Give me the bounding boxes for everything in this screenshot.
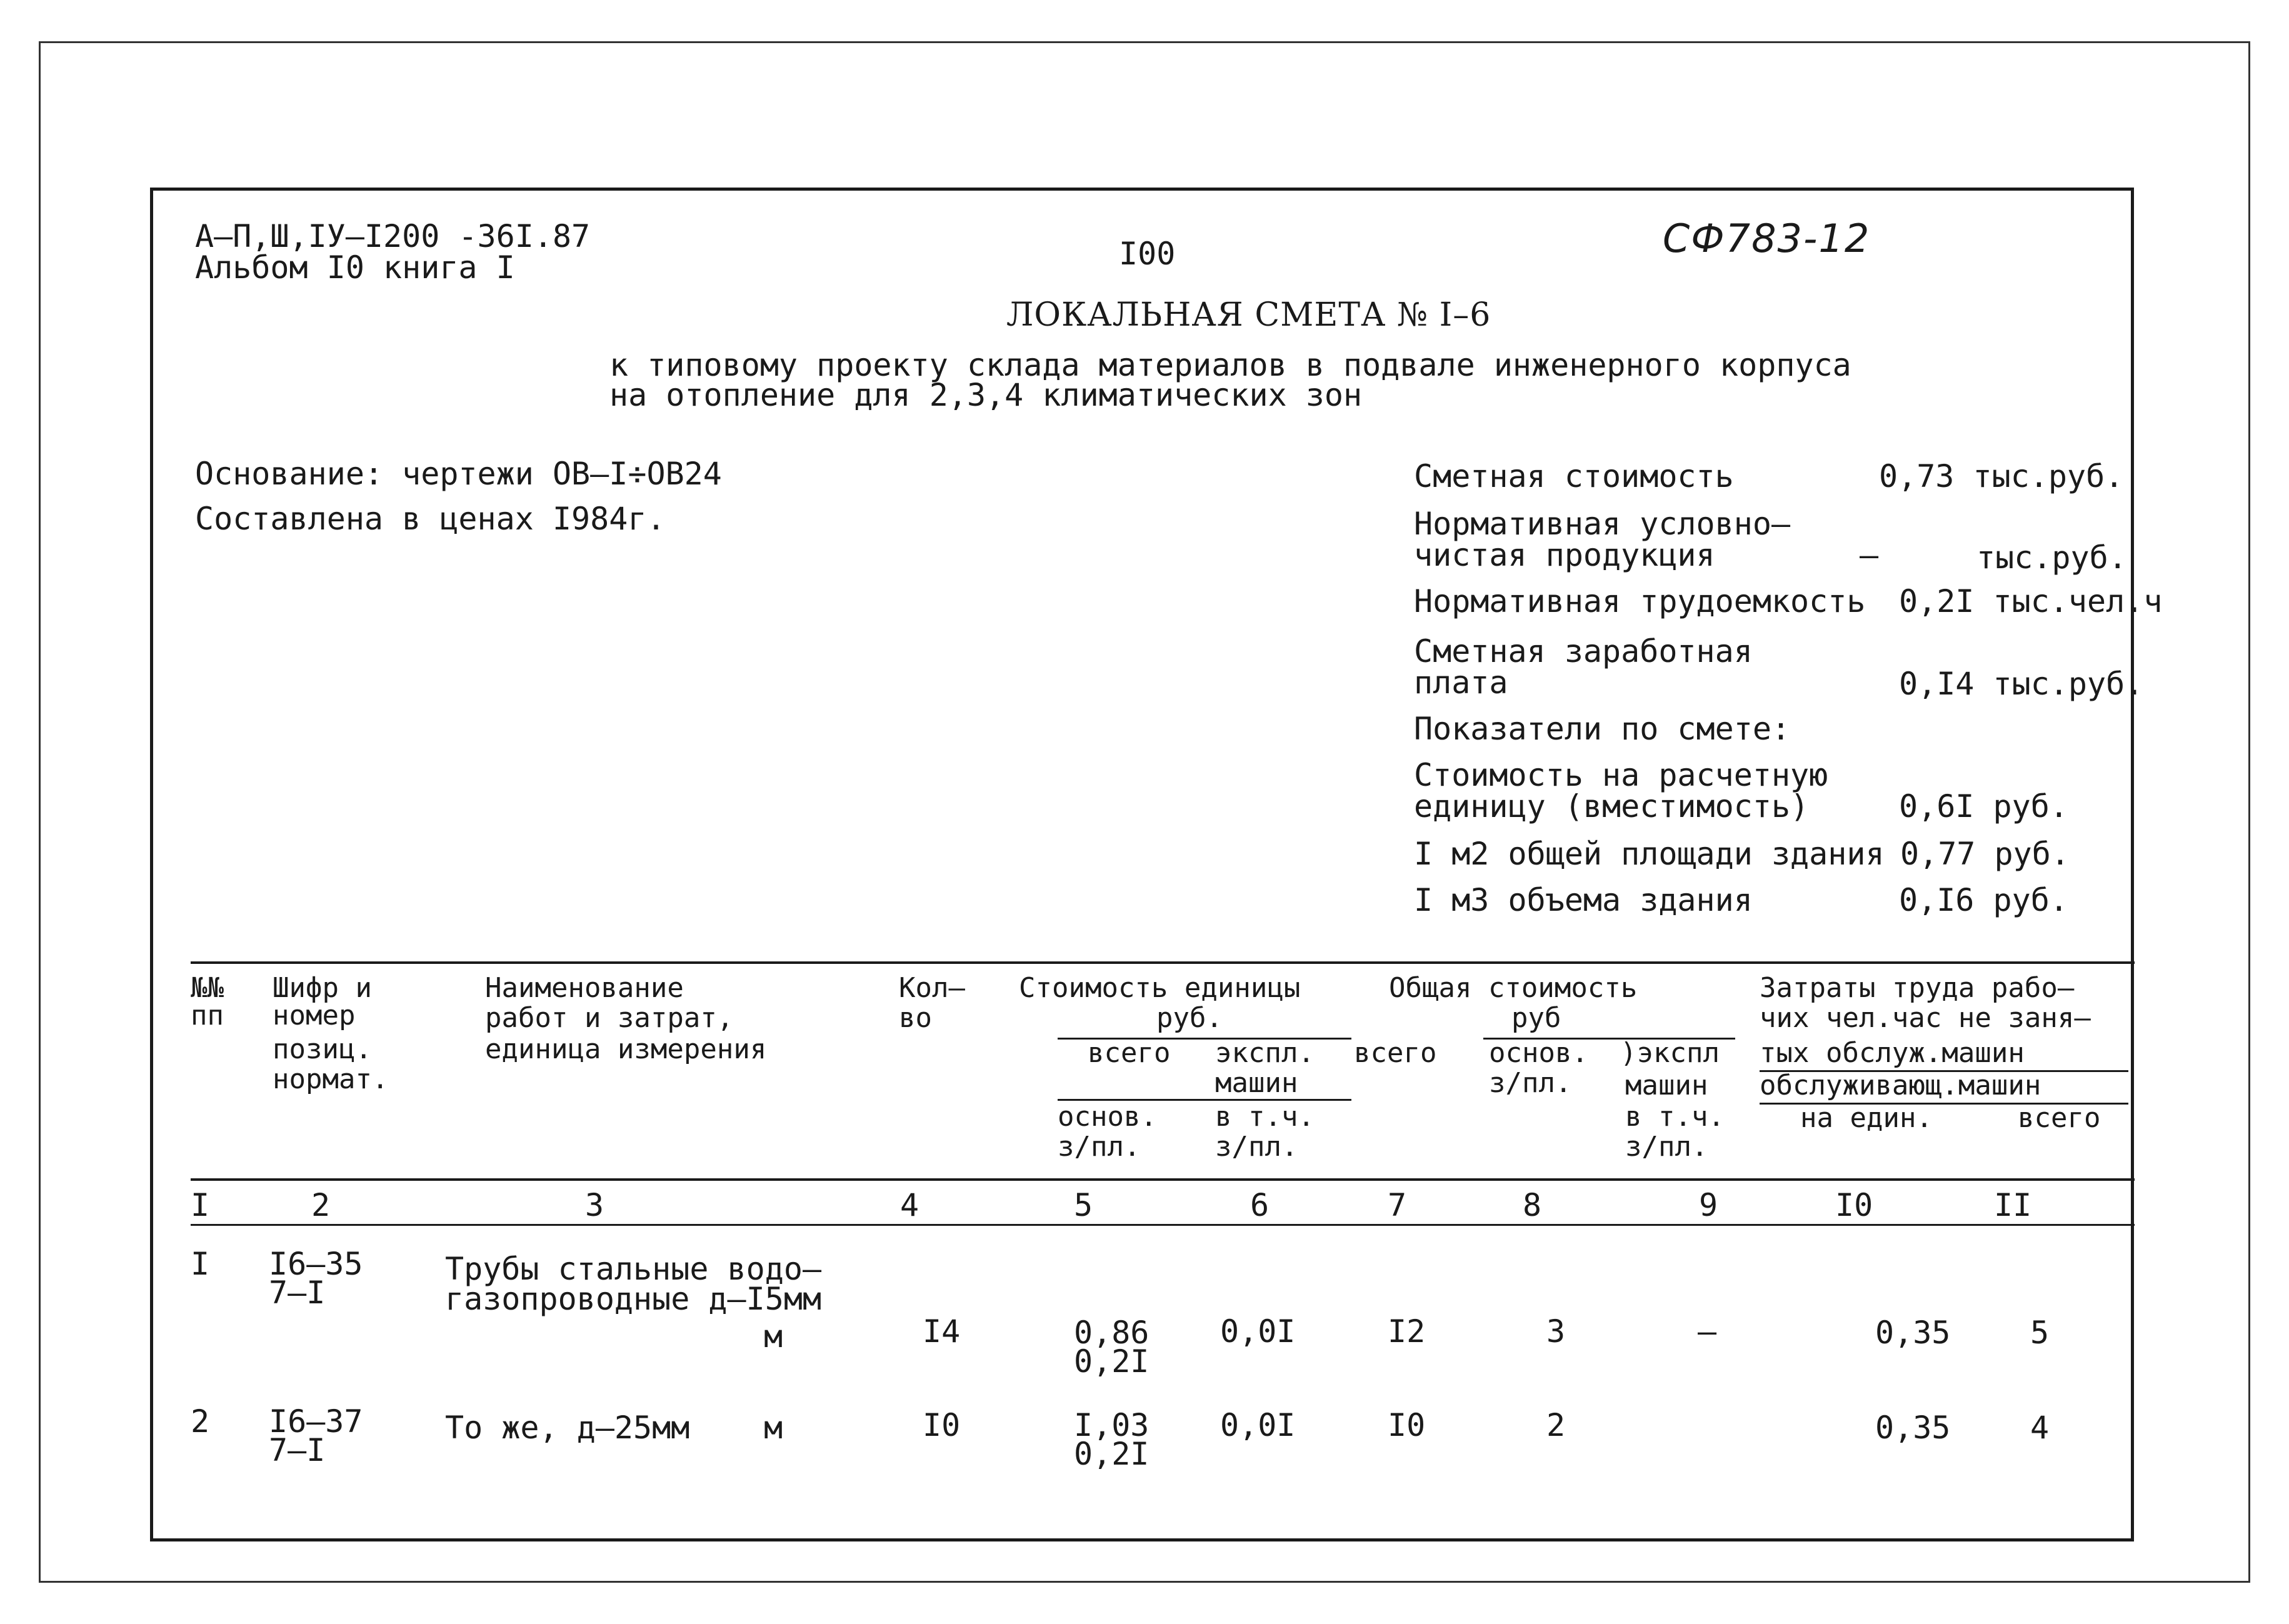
row1-num: I bbox=[191, 1246, 210, 1282]
row1-qty: I4 bbox=[923, 1313, 961, 1350]
header-num-2: пп bbox=[191, 1000, 224, 1031]
net-product-dash: – bbox=[1860, 537, 1879, 573]
header-num-1: №№ bbox=[191, 972, 224, 1004]
document-title: ЛОКАЛЬНАЯ СМЕТА № I–6 bbox=[1006, 296, 1491, 334]
header-unit-mach-2: машин bbox=[1215, 1067, 1298, 1099]
basis-prices: Составлена в ценах I984г. bbox=[195, 501, 666, 537]
row1-unit-base: 0,2I bbox=[1074, 1343, 1150, 1380]
labor-intensity-label: Нормативная трудоемкость bbox=[1414, 583, 1866, 619]
stamp-number: СФ783-12 bbox=[1663, 216, 1871, 261]
column-number-8: 8 bbox=[1523, 1187, 1542, 1223]
row2-unit-base: 0,2I bbox=[1074, 1436, 1150, 1472]
document-code: А–П,Ш,IУ–I200 -36I.87 bbox=[195, 218, 591, 254]
header-unit-mach-wage-2: з/пл. bbox=[1215, 1131, 1298, 1163]
wage-value: 0,I4 тыс.руб. bbox=[1899, 666, 2144, 702]
row1-total-base: 3 bbox=[1546, 1313, 1566, 1350]
net-product-label-1: Нормативная условно– bbox=[1414, 506, 1791, 542]
header-code-1: Шифр и bbox=[273, 972, 372, 1004]
row2-total: I0 bbox=[1388, 1407, 1426, 1443]
row2-qty: I0 bbox=[923, 1407, 961, 1443]
row2-unit-total: I,03 bbox=[1074, 1407, 1150, 1443]
row2-labor-total: 4 bbox=[2030, 1410, 2050, 1446]
header-unit-cost-2: руб. bbox=[1156, 1002, 1223, 1034]
row1-unit: м bbox=[764, 1318, 783, 1355]
header-name-3: единица измерения bbox=[485, 1033, 767, 1065]
header-total-mach-1: )экспл bbox=[1620, 1037, 1720, 1069]
column-number-4: 4 bbox=[900, 1187, 919, 1223]
header-labor-1: Затраты труда рабо– bbox=[1760, 972, 2075, 1004]
header-code-2: номер bbox=[273, 1000, 356, 1031]
page-number: I00 bbox=[1119, 236, 1176, 272]
column-number-7: 7 bbox=[1388, 1187, 1407, 1223]
column-number-5: 5 bbox=[1074, 1187, 1093, 1223]
header-qty-1: Кол– bbox=[899, 972, 965, 1004]
header-code-4: нормат. bbox=[273, 1063, 389, 1095]
header-name-2: работ и затрат, bbox=[485, 1002, 734, 1034]
row1-total: I2 bbox=[1388, 1313, 1426, 1350]
header-total-base-2: з/пл. bbox=[1489, 1067, 1572, 1099]
labor-intensity-value: 0,2I тыс.чел.ч bbox=[1899, 583, 2163, 619]
column-number-10: I0 bbox=[1835, 1187, 1873, 1223]
row2-labor-unit: 0,35 bbox=[1875, 1410, 1951, 1446]
header-unit-mach-1: экспл. bbox=[1215, 1037, 1315, 1069]
header-unit-base-1: основ. bbox=[1058, 1101, 1157, 1133]
row2-unit: м bbox=[764, 1410, 783, 1446]
row1-labor-total: 5 bbox=[2030, 1315, 2050, 1351]
column-number-1: I bbox=[191, 1187, 210, 1223]
header-code-3: позиц. bbox=[273, 1033, 372, 1065]
column-number-3: 3 bbox=[585, 1187, 604, 1223]
area-cost-label: I м2 общей площади здания bbox=[1414, 836, 1885, 872]
column-number-9: 9 bbox=[1699, 1187, 1718, 1223]
header-total-mach-4: з/пл. bbox=[1625, 1131, 1708, 1163]
wage-label-1: Сметная заработная bbox=[1414, 633, 1753, 669]
row1-code-1: I6–35 bbox=[269, 1246, 363, 1282]
subtitle-line-1: к типовому проекту склада материалов в подвале инженерного корпуса bbox=[609, 347, 1851, 383]
header-labor-2: чих чел.час не заня– bbox=[1760, 1002, 2091, 1034]
estimated-cost-label: Сметная стоимость bbox=[1414, 458, 1734, 494]
column-number-2: 2 bbox=[311, 1187, 331, 1223]
album-label: Альбом I0 книга I bbox=[195, 249, 515, 286]
row1-unit-total: 0,86 bbox=[1074, 1315, 1150, 1351]
header-labor-3: тых обслуж.машин bbox=[1760, 1037, 2025, 1069]
header-labor-total: всего bbox=[2018, 1102, 2101, 1134]
row1-name-1: Трубы стальные водо– bbox=[445, 1251, 822, 1287]
header-unit-total: всего bbox=[1088, 1037, 1171, 1069]
row1-name-2: газопроводные д–I5мм bbox=[445, 1281, 822, 1317]
header-total-all: всего bbox=[1354, 1037, 1437, 1069]
header-labor-unit: на един. bbox=[1800, 1102, 1933, 1134]
column-numbers-rule bbox=[191, 1224, 2135, 1226]
subtitle-line-2: на отопление для 2,3,4 климатических зон bbox=[609, 377, 1363, 413]
volume-cost-label: I м3 объема здания bbox=[1414, 882, 1753, 918]
header-total-base-1: основ. bbox=[1489, 1037, 1588, 1069]
header-unit-mach-wage-1: в т.ч. bbox=[1215, 1101, 1315, 1133]
row1-unit-mach: 0,0I bbox=[1220, 1313, 1296, 1350]
header-qty-2: во bbox=[899, 1002, 932, 1034]
header-unit-cost-1: Стоимость единицы bbox=[1019, 972, 1301, 1004]
header-name-1: Наименование bbox=[485, 972, 684, 1004]
row2-num: 2 bbox=[191, 1403, 210, 1440]
column-number-6: 6 bbox=[1250, 1187, 1270, 1223]
column-number-11: II bbox=[1994, 1187, 2032, 1223]
net-product-label-2: чистая продукция bbox=[1414, 537, 1715, 573]
row2-name: То же, д–25мм bbox=[445, 1410, 690, 1446]
row1-code-2: 7–I bbox=[269, 1275, 326, 1311]
estimated-cost-value: 0,73 тыс.руб. bbox=[1879, 458, 2124, 494]
row1-total-mach: – bbox=[1698, 1313, 1717, 1350]
header-unit-base-2: з/пл. bbox=[1058, 1131, 1141, 1163]
basis-drawings: Основание: чертежи ОВ–I÷ОВ24 bbox=[195, 456, 722, 492]
header-total-mach-2: машин bbox=[1625, 1070, 1708, 1101]
row2-total-base: 2 bbox=[1546, 1407, 1566, 1443]
header-bottom-rule bbox=[191, 1178, 2135, 1181]
row2-unit-mach: 0,0I bbox=[1220, 1407, 1296, 1443]
header-labor-service: обслуживающ.машин bbox=[1760, 1070, 2041, 1101]
indicators-label: Показатели по смете: bbox=[1414, 711, 1791, 747]
volume-cost-value: 0,I6 руб. bbox=[1899, 882, 2068, 918]
unit-cost-label-1: Стоимость на расчетную bbox=[1414, 757, 1828, 793]
unit-cost-value: 0,6I руб. bbox=[1899, 788, 2068, 825]
header-total-cost-2: руб bbox=[1511, 1002, 1561, 1034]
row2-code-1: I6–37 bbox=[269, 1403, 363, 1440]
unit-cost-label-2: единицу (вместимость) bbox=[1414, 788, 1810, 825]
header-total-mach-3: в т.ч. bbox=[1625, 1101, 1725, 1133]
wage-label-2: плата bbox=[1414, 664, 1508, 701]
row2-code-2: 7–I bbox=[269, 1432, 326, 1468]
table-top-rule bbox=[191, 961, 2135, 964]
net-product-unit: тыс.руб. bbox=[1976, 539, 2127, 576]
row1-labor-unit: 0,35 bbox=[1875, 1315, 1951, 1351]
area-cost-value: 0,77 руб. bbox=[1900, 836, 2070, 872]
header-total-cost-1: Общая стоимость bbox=[1389, 972, 1638, 1004]
